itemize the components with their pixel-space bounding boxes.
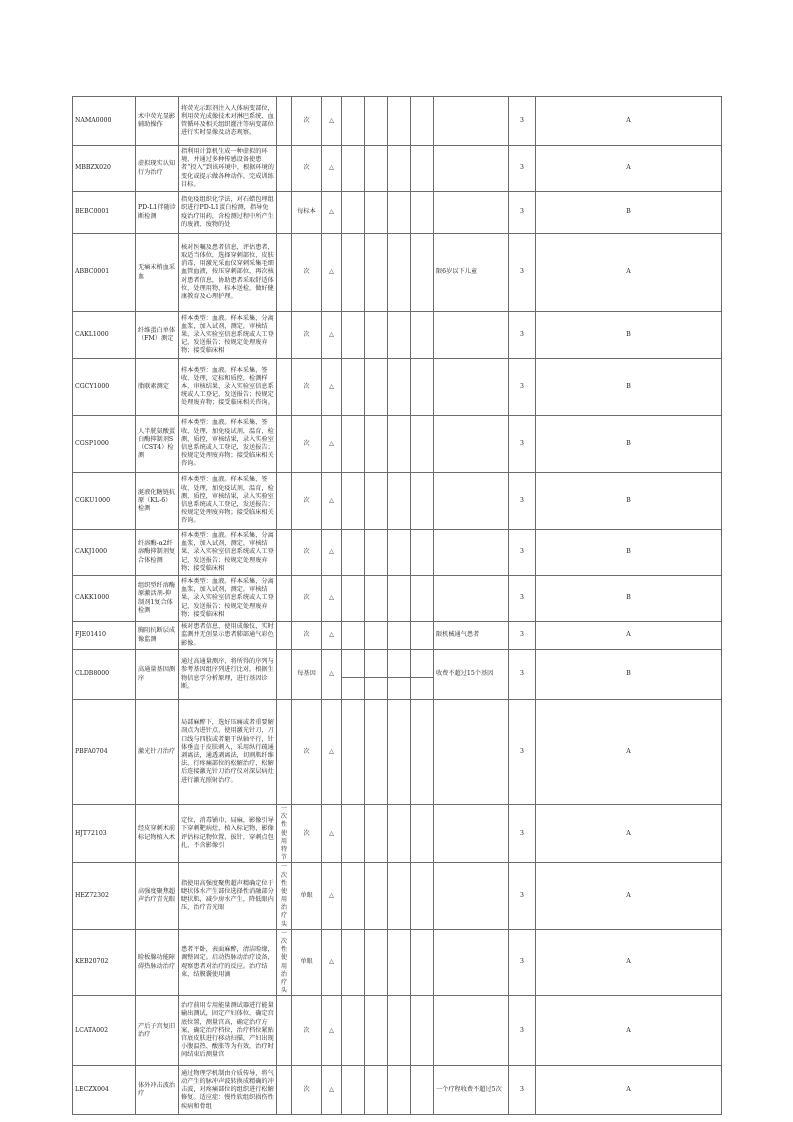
item-number: 3 [509, 530, 536, 576]
empty-cell [388, 650, 411, 700]
item-excluded-content [277, 97, 292, 146]
empty-cell [365, 312, 388, 359]
item-number: 3 [509, 650, 536, 700]
item-number: 3 [509, 700, 536, 805]
table-row [73, 805, 722, 863]
item-description: 指免疫组织化学法，对石蜡包埋组织进行PD-L1蛋白检测，指导免疫治疗用药，含检测过程中所产生的废液、废物的处 [179, 192, 277, 234]
item-excluded-content [277, 312, 292, 359]
item-grade: B [536, 576, 722, 622]
item-unit: 次 [292, 622, 322, 650]
item-mark: △ [322, 530, 342, 576]
item-unit: 次 [292, 97, 322, 146]
table-row [73, 1066, 722, 1115]
item-mark: △ [322, 473, 342, 530]
empty-cell [411, 1066, 434, 1115]
item-mark: △ [322, 312, 342, 359]
item-note [434, 929, 509, 996]
item-number: 3 [509, 1066, 536, 1115]
empty-cell [388, 473, 411, 530]
item-note [434, 996, 509, 1066]
empty-cell [388, 1066, 411, 1115]
item-unit: 次 [292, 530, 322, 576]
item-name: 术中荧光显影辅助操作 [136, 97, 179, 146]
item-excluded-content [277, 700, 292, 805]
item-name: 胸阻抗断层成像监测 [136, 622, 179, 650]
item-excluded-content [277, 473, 292, 530]
empty-cell [388, 312, 411, 359]
item-note [434, 312, 509, 359]
empty-cell [388, 929, 411, 996]
item-code: HEZ72302 [73, 863, 136, 930]
item-unit: 次 [292, 312, 322, 359]
item-note: 一个疗程收费不超过5次 [434, 1066, 509, 1115]
empty-cell [411, 416, 434, 473]
item-note [434, 805, 509, 863]
item-code: NAMA0000 [73, 97, 136, 146]
item-name: 产后子宫复旧治疗 [136, 996, 179, 1066]
empty-cell [365, 863, 388, 930]
item-number: 3 [509, 996, 536, 1066]
item-number: 3 [509, 146, 536, 192]
item-note: 收费不超过15个基因 [434, 650, 509, 700]
empty-cell [365, 650, 388, 700]
item-name: PD-L1伴随诊断检测 [136, 192, 179, 234]
item-description: 核对医嘱及患者信息，评估患者，取适当体位，选择穿刺部位，皮肤消毒，用激光采血仪穿刺采集毛细血管血液，按压穿刺部位，再次核对患者信息，协助患者采取舒适体位，处理用物，标本送检，做好健康教育及心理护理。 [179, 234, 277, 312]
item-mark: △ [322, 700, 342, 805]
item-note [434, 416, 509, 473]
empty-cell [388, 359, 411, 416]
item-unit: 次 [292, 146, 322, 192]
item-unit: 次 [292, 416, 322, 473]
item-note [434, 146, 509, 192]
empty-cell [342, 700, 365, 805]
item-excluded-content: 一次性使用治疗头 [277, 929, 292, 996]
empty-cell [342, 622, 365, 650]
empty-cell [365, 805, 388, 863]
item-name: 纤溶酶-α2纤溶酶抑制剂复合体检测 [136, 530, 179, 576]
item-number: 3 [509, 929, 536, 996]
item-code: CGCY1000 [73, 359, 136, 416]
item-excluded-content [277, 576, 292, 622]
item-code: CLDB8000 [73, 650, 136, 700]
item-table [72, 96, 722, 1115]
item-number: 3 [509, 576, 536, 622]
cell-divider [342, 672, 364, 678]
empty-cell [411, 996, 434, 1066]
item-unit: 次 [292, 359, 322, 416]
item-grade: A [536, 805, 722, 863]
item-note: 限6岁以下儿童 [434, 234, 509, 312]
empty-cell [388, 622, 411, 650]
item-grade: A [536, 146, 722, 192]
item-excluded-content [277, 650, 292, 700]
item-grade: B [536, 530, 722, 576]
empty-cell [365, 359, 388, 416]
table-row [73, 97, 722, 146]
item-note [434, 576, 509, 622]
item-grade: A [536, 996, 722, 1066]
empty-cell [411, 650, 434, 700]
item-excluded-content [277, 234, 292, 312]
empty-cell [365, 416, 388, 473]
empty-cell [365, 234, 388, 312]
item-unit: 次 [292, 805, 322, 863]
item-unit: 次 [292, 234, 322, 312]
empty-cell [411, 97, 434, 146]
table-row [73, 622, 722, 650]
empty-cell [342, 416, 365, 473]
table-row [73, 996, 722, 1066]
item-name: 无痛末梢血采血 [136, 234, 179, 312]
item-description: 定位，消毒铺巾，局麻，影像引导下穿刺靶病灶，植入标记物，影像评估标记物位置，拔针，穿刺点包扎，不含影像引 [179, 805, 277, 863]
empty-cell [411, 863, 434, 930]
table-row [73, 863, 722, 930]
table-row [73, 192, 722, 234]
item-excluded-content [277, 622, 292, 650]
empty-cell [388, 700, 411, 805]
item-note: 限机械通气患者 [434, 622, 509, 650]
item-code: ABBC0001 [73, 234, 136, 312]
item-grade: A [536, 97, 722, 146]
cell-divider [388, 672, 410, 678]
empty-cell [342, 234, 365, 312]
item-grade: B [536, 650, 722, 700]
item-grade: A [536, 929, 722, 996]
item-name: 睑板腺功能障碍热脉动治疗 [136, 929, 179, 996]
item-name: 纤维蛋白单体（FM）测定 [136, 312, 179, 359]
item-mark: △ [322, 1066, 342, 1115]
table-row [73, 234, 722, 312]
table-row [73, 473, 722, 530]
empty-cell [411, 234, 434, 312]
item-mark: △ [322, 863, 342, 930]
empty-cell [411, 530, 434, 576]
item-unit: 次 [292, 576, 322, 622]
item-excluded-content [277, 192, 292, 234]
item-description: 通过高通量测序，将所得的序列与参考基因组序列进行比对，根据生物信息学分析原理，进行基因诊断。 [179, 650, 277, 700]
item-excluded-content [277, 146, 292, 192]
empty-cell [365, 576, 388, 622]
item-description: 样本类型：血液。样本采集，分离血浆，加入试剂，测定，审核结果，录入实验室信息系统或人工登记，发送报告；按规定处理废弃物；接受临床相 [179, 530, 277, 576]
item-grade: B [536, 359, 722, 416]
table-row [73, 530, 722, 576]
item-unit: 单眼 [292, 863, 322, 930]
empty-cell [411, 146, 434, 192]
item-description: 指利用计算机生成一种虚拟的环境，并通过多种传感设备使患者“投入”到该环境中，根据环境的变化或提示做各种动作，完成训练目标。 [179, 146, 277, 192]
item-grade: A [536, 622, 722, 650]
item-unit: 每标本 [292, 192, 322, 234]
empty-cell [411, 576, 434, 622]
cell-divider [411, 672, 433, 678]
item-note [434, 473, 509, 530]
empty-cell [411, 929, 434, 996]
item-excluded-content: 一次性使用治疗头 [277, 863, 292, 930]
item-grade: B [536, 473, 722, 530]
item-note [434, 359, 509, 416]
item-mark: △ [322, 416, 342, 473]
item-mark: △ [322, 996, 342, 1066]
table-row [73, 650, 722, 700]
item-unit: 次 [292, 996, 322, 1066]
empty-cell [365, 97, 388, 146]
item-description: 样本类型：血液。样本采集，分离血浆，加入试剂，测定，审核结果，录入实验室信息系统或人工登记，发送报告；按规定处理废弃物；接受临床相 [179, 312, 277, 359]
item-number: 3 [509, 359, 536, 416]
item-number: 3 [509, 863, 536, 930]
item-grade: B [536, 192, 722, 234]
item-mark: △ [322, 234, 342, 312]
item-excluded-content [277, 996, 292, 1066]
empty-cell [388, 863, 411, 930]
item-note [434, 192, 509, 234]
item-excluded-content [277, 416, 292, 473]
empty-cell [342, 146, 365, 192]
empty-cell [342, 863, 365, 930]
item-mark: △ [322, 929, 342, 996]
item-code: CAKK1000 [73, 576, 136, 622]
item-number: 3 [509, 805, 536, 863]
empty-cell [388, 996, 411, 1066]
empty-cell [365, 996, 388, 1066]
empty-cell [411, 700, 434, 805]
empty-cell [411, 359, 434, 416]
table-row [73, 359, 722, 416]
item-unit: 单眼 [292, 929, 322, 996]
item-description: 指使用高强度聚焦超声精确定位于睫状体水产生部位选择性消融部分睫状肌，减少房水产生，降低眼内压，治疗青光眼 [179, 863, 277, 930]
empty-cell [388, 146, 411, 192]
item-mark: △ [322, 192, 342, 234]
empty-cell [365, 530, 388, 576]
empty-cell [342, 359, 365, 416]
empty-cell [365, 622, 388, 650]
item-note [434, 530, 509, 576]
item-code: CGSP1000 [73, 416, 136, 473]
item-description: 样本类型：血液。样本采集、签收、处理，定标和质控，检测样本，审核结果，录入实验室信息系统或人工登记，发送报告；按规定处理废弃物；接受临床相关咨询。 [179, 359, 277, 416]
item-mark: △ [322, 622, 342, 650]
empty-cell [342, 97, 365, 146]
item-number: 3 [509, 192, 536, 234]
item-number: 3 [509, 312, 536, 359]
empty-cell [342, 192, 365, 234]
empty-cell [365, 473, 388, 530]
item-description: 通过物理学机制由介质传导，将气动产生的脉冲声波转换成精确的冲击波，对疼痛部位的组织进行松解修复。适应症：慢性软组织损伤性疾病和骨组 [179, 1066, 277, 1115]
item-number: 3 [509, 97, 536, 146]
item-number: 3 [509, 473, 536, 530]
item-code: CAKJ1000 [73, 530, 136, 576]
item-excluded-content: 一次性使用特节 [277, 805, 292, 863]
empty-cell [342, 576, 365, 622]
item-code: KEB20702 [73, 929, 136, 996]
item-unit: 次 [292, 473, 322, 530]
item-number: 3 [509, 416, 536, 473]
item-number: 3 [509, 234, 536, 312]
table-row [73, 700, 722, 805]
empty-cell [411, 192, 434, 234]
item-note [434, 700, 509, 805]
item-mark: △ [322, 146, 342, 192]
empty-cell [365, 192, 388, 234]
table-row [73, 576, 722, 622]
item-code: LECZX004 [73, 1066, 136, 1115]
empty-cell [342, 650, 365, 700]
item-name: 体外冲击波治疗 [136, 1066, 179, 1115]
item-grade: A [536, 234, 722, 312]
empty-cell [388, 805, 411, 863]
item-description: 样本类型：血液。样本采集，分离血浆，加入试剂，测定，审核结果，录入实验室信息系统或人工登记，发送报告；按规定处理废弃物；接受临床相 [179, 576, 277, 622]
empty-cell [365, 929, 388, 996]
empty-cell [411, 312, 434, 359]
table-row [73, 146, 722, 192]
empty-cell [388, 576, 411, 622]
item-unit: 次 [292, 700, 322, 805]
cell-divider [365, 672, 387, 678]
empty-cell [342, 473, 365, 530]
item-name: 涎液化糖链抗原（KL-6）检测 [136, 473, 179, 530]
item-description: 核对患者信息，使用成像仪，实时监测并无创显示患者肺部通气彩色影像。 [179, 622, 277, 650]
empty-cell [388, 530, 411, 576]
empty-cell [342, 929, 365, 996]
empty-cell [388, 234, 411, 312]
item-code: CGKU1000 [73, 473, 136, 530]
item-excluded-content [277, 530, 292, 576]
empty-cell [342, 1066, 365, 1115]
item-note [434, 863, 509, 930]
item-name: 组织型纤溶酶原激活剂-抑制剂1复合体检测 [136, 576, 179, 622]
item-grade: B [536, 416, 722, 473]
item-grade: A [536, 1066, 722, 1115]
item-name: 高强度聚焦超声治疗青光眼 [136, 863, 179, 930]
item-grade: A [536, 863, 722, 930]
item-unit: 每基因 [292, 650, 322, 700]
empty-cell [365, 1066, 388, 1115]
item-description: 将荧光示踪剂注入人体病变部位，利用荧光成像技术对淋巴系统、血管循环及相关组织灌注等病变部位进行实时显像及动态观察。 [179, 97, 277, 146]
item-mark: △ [322, 97, 342, 146]
empty-cell [365, 146, 388, 192]
empty-cell [342, 530, 365, 576]
empty-cell [411, 622, 434, 650]
table-row [73, 416, 722, 473]
empty-cell [365, 700, 388, 805]
item-code: HJT72103 [73, 805, 136, 863]
empty-cell [342, 312, 365, 359]
item-code: MBBZX020 [73, 146, 136, 192]
item-excluded-content [277, 1066, 292, 1115]
item-mark: △ [322, 805, 342, 863]
item-mark: △ [322, 576, 342, 622]
item-code: CAKL1000 [73, 312, 136, 359]
item-name: 经皮穿刺术前标记物植入术 [136, 805, 179, 863]
item-grade: A [536, 700, 722, 805]
table-row [73, 929, 722, 996]
item-code: BEBC0001 [73, 192, 136, 234]
item-number: 3 [509, 622, 536, 650]
empty-cell [388, 192, 411, 234]
item-description: 患者平卧，表面麻醉，清洁睑缘，调整固定。启动热脉动治疗设备，观察患者对治疗的反应。治疗结束，结膜囊使用滴 [179, 929, 277, 996]
item-mark: △ [322, 359, 342, 416]
item-description: 治疗前用专用能量测试器进行能量输出测试，固定产妇体位，确定宫底位置，测量宫高，确定治疗方案，确定治疗档位，治疗档位紧贴宫底皮肤进行移动扫描，产妇出现小腹温热、酸胀等为有效，治疗时间结束后测量宫 [179, 996, 277, 1066]
empty-cell [411, 805, 434, 863]
table-row [73, 312, 722, 359]
item-mark: △ [322, 650, 342, 700]
empty-cell [342, 996, 365, 1066]
item-grade: B [536, 312, 722, 359]
empty-cell [342, 805, 365, 863]
item-description: 局部麻醉下，选好压痛或者重要解剖点为进针点，使用激光针刀，刀口线与四肢或者躯干纵轴平行，针体垂直于皮肤刺入，采用纵行疏通剥离法，通透剥离法，切割肌纤维法，行疼痛部位的松解治疗，松解后连接激光针刀治疗仪对深层病灶进行激光照射治疗。 [179, 700, 277, 805]
item-code: LCATA002 [73, 996, 136, 1066]
item-description: 样本类型：血液。样本采集、签收、处理，加免疫试剂，温育，检测，质控，审核结果，录入实验室信息系统或人工登记，发送报告；按规定处理废弃物；接受临床相关咨询。 [179, 416, 277, 473]
item-name: 脂联素测定 [136, 359, 179, 416]
item-code: PBFA0704 [73, 700, 136, 805]
item-name: 人半胱氨酸蛋白酶抑制剂S（CST4）检测 [136, 416, 179, 473]
item-unit: 次 [292, 1066, 322, 1115]
item-name: 高通量基因测序 [136, 650, 179, 700]
empty-cell [388, 416, 411, 473]
item-code: FJE01410 [73, 622, 136, 650]
empty-cell [388, 97, 411, 146]
item-name: 激光针刀治疗 [136, 700, 179, 805]
item-note [434, 97, 509, 146]
item-excluded-content [277, 359, 292, 416]
item-description: 样本类型：血液。样本采集、签收、处理，加免疫试剂，温育，检测，质控，审核结果，录入实验室信息系统或人工登记，发送报告；按规定处理废弃物；接受临床相关咨询。 [179, 473, 277, 530]
empty-cell [411, 473, 434, 530]
item-name: 虚拟现实认知行为治疗 [136, 146, 179, 192]
